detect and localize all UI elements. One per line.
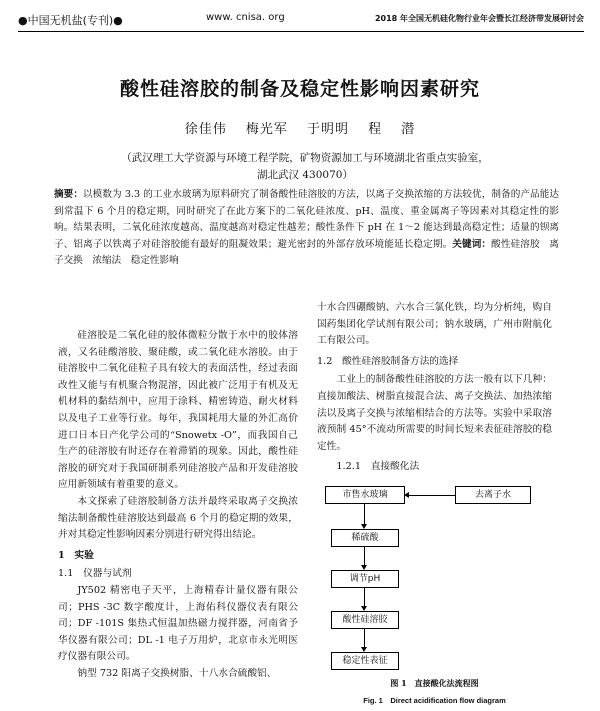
- connector: [364, 547, 365, 567]
- affiliation-line-1: （武汉理工大学资源与环境工程学院，矿物资源加工与环境湖北省重点实验室，: [121, 152, 489, 164]
- box-acid-silica-sol: 酸性硅溶胶: [331, 611, 399, 629]
- box-deionized-water: 去离子水: [455, 486, 531, 504]
- paragraph: 本文探索了硅溶胶制备方法并最终采取离子交换浓缩法制备酸性硅溶胶达到最高 6 个月的稳定期的效果，并对其稳定性影响因素分别进行研究得出结论。: [58, 495, 298, 541]
- subsubsection-heading-direct: 1.2.1 直接酸化法: [336, 461, 420, 473]
- paragraph: 硅溶胶是二氧化硅的胶体微粒分散于水中的胶体溶液，又名硅酸溶胶、聚硅酸，或二氧化硅水溶胶。由于硅溶胶中二氧化硅粒子具有较大的表面活性，经过表面改性又能与有机聚合物混溶，因此被广泛用于有机及无机材料的黏结剂中，应用于涂料、精密铸造、耐火材料以及电子工业等行业。每年，我国耗用大量的外汇高价进口日本日产化学公司的“Snowetx -O”，而我国自己生产的硅溶胶有时还存在着滞销的现象。因此，酸性硅溶胶的研究对于我国研制系列硅溶胶产品和开发硅溶胶应用新领域有着重要的意义。: [58, 330, 298, 491]
- keywords-text: 酸性硅溶胶 离子交换 浓缩法 稳定性影响: [54, 238, 560, 267]
- running-header: [18, 10, 584, 28]
- affiliation-line-2: 湖北武汉 430070）: [257, 169, 353, 181]
- connector: [364, 629, 365, 649]
- paragraph: 钠型 732 阳离子交换树脂、十八水合硫酸铝、: [77, 667, 277, 679]
- flow-diagram: [317, 478, 552, 678]
- figure-caption-cn: 图 1 直接酸化法流程图: [390, 678, 479, 688]
- abstract-label: 摘要：: [54, 189, 84, 200]
- paragraph: JY502 精密电子天平，上海精春计量仪器有限公司；PHS -3C 数字酸度计，上海佑科仪器仪表有限公司；DF -101S 集热式恒温加热磁力搅拌器，河南省予华仪器有限公司；DL -1 电子万用炉，北京市永光明医疗仪器有限公司。: [58, 584, 298, 663]
- paragraph: 十水合四硼酸钠、六水合三氯化铁，均为分析纯，购自国药集团化学试剂有限公司；钠水玻璃，广州市附航化工有限公司。: [317, 302, 552, 347]
- paragraph: 工业上的制备酸性硅溶胶的方法一般有以下几种：直接加酸法、树脂直接混合法、离子交换法、加热浓缩法以及离子交换与浓缩相结合的方法等。实验中采取溶液预制 45°不流动所需要的时间长短来表征硅溶胶的稳定性。: [317, 374, 552, 452]
- author-list: 徐佳伟 梅光军 于明明 程 潜: [184, 122, 416, 137]
- header-rule: [18, 31, 584, 32]
- connector: [364, 588, 365, 608]
- abstract-text: 以模数为 3.3 的工业水玻璃为原料研究了制备酸性硅溶胶的方法，以离子交换浓缩的方法较优，制备的产品能达到常温下 6 个月的稳定期，同时研究了在此方案下的二氧化硅浓度、pH、温度、重金属离子等因素对其稳定性的影响。结果表明，二氧化硅浓度越高、温度越高对稳定性越差；酸性条件下 pH 在 1～2 能达到最高稳定性；适量的钡离子、铝离子以铁离子对硅溶胶能有最好的阻凝效果；避光密封的外部存放环境能延长稳定期。: [54, 189, 559, 250]
- right-column: [317, 300, 552, 478]
- journal-url: www. cnisa. org: [206, 12, 285, 23]
- conference-name: 2018 年全国无机硅化物行业年会暨长江经济带发展研讨会: [374, 14, 584, 23]
- arrow-icon: [404, 492, 409, 498]
- subsection-heading-method: 1.2 酸性硅溶胶制备方法的选择: [317, 355, 459, 367]
- keywords-label: 关键词：: [452, 238, 492, 250]
- connector: [409, 495, 455, 496]
- section-heading-experiment: 1 实验: [58, 549, 94, 561]
- subsection-heading-instruments: 1.1 仪器与试剂: [58, 568, 132, 580]
- box-raw-material: 市售水玻璃: [325, 486, 405, 504]
- left-column: [58, 328, 298, 682]
- figure-caption-en: Fig. 1 Direct acidification flow diagram: [363, 696, 506, 705]
- box-stability-test: 稳定性表征: [331, 652, 399, 670]
- connector: [364, 504, 365, 526]
- abstract: [54, 187, 559, 270]
- box-adjust-ph: 调节pH: [331, 570, 399, 588]
- affiliation: [60, 150, 550, 184]
- journal-name: ●中国无机盐(专刊)●: [18, 14, 123, 27]
- paper-title: 酸性硅溶胶的制备及稳定性影响因素研究: [119, 78, 480, 100]
- box-dilute-acid: 稀硫酸: [331, 529, 399, 547]
